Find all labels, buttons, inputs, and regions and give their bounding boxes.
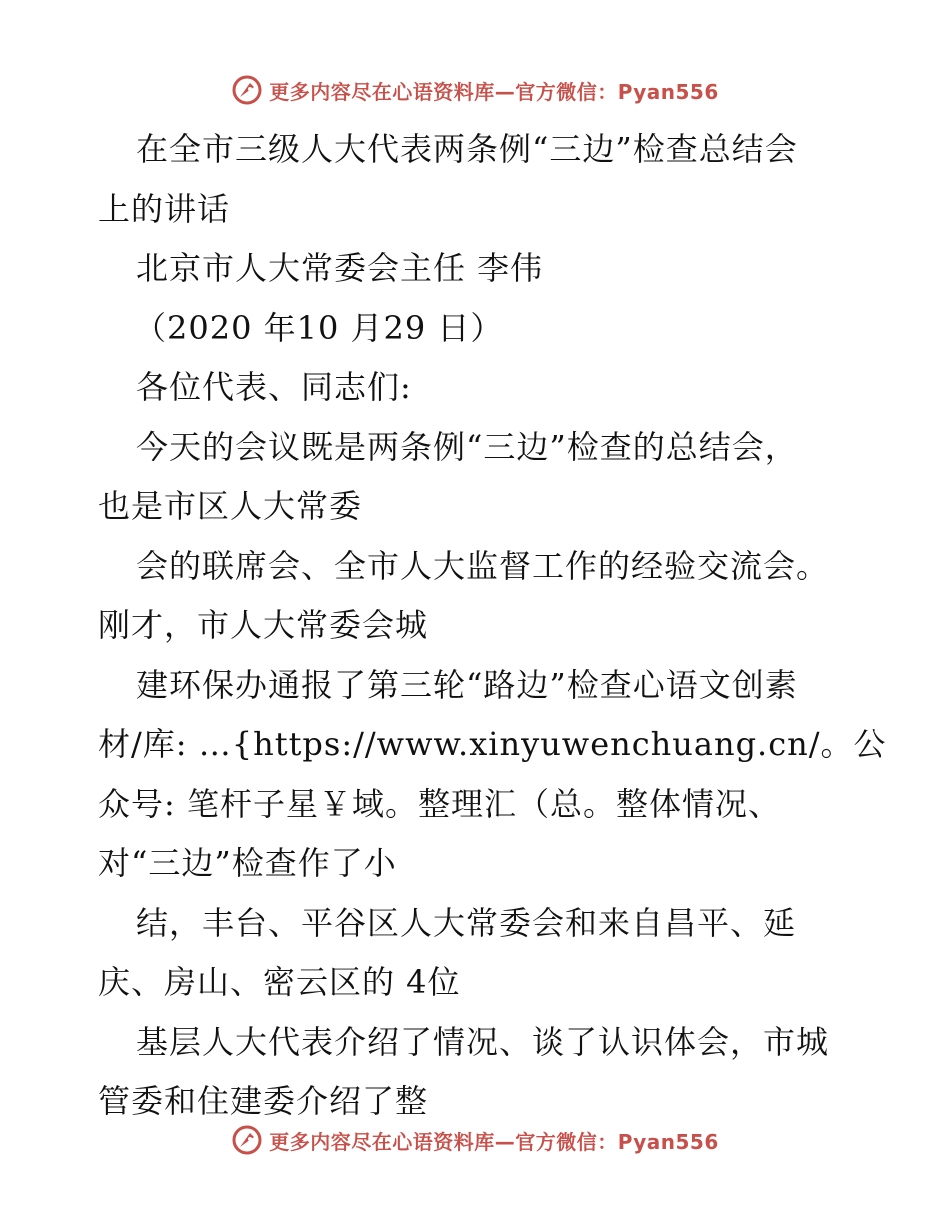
- text-line: 上的讲话: [98, 189, 231, 228]
- text-line: 结，丰台、平谷区人大常委会和来自昌平、延: [136, 903, 797, 942]
- header-watermark-text: 更多内容尽在心语资料库—官方微信：Pyan556: [269, 79, 719, 104]
- text-line: 会的联席会、全市人大监督工作的经验交流会。: [136, 546, 830, 585]
- footer-watermark-banner: [0, 1120, 950, 1160]
- header-watermark-banner: [0, 70, 950, 110]
- text-line: 对“三边”检查作了小: [98, 844, 397, 882]
- text-line: 众号: 笔杆子星￥域。整理汇（总。整体情况、: [98, 784, 781, 823]
- text-line: 今天的会议既是两条例“三边”检查的总结会，: [136, 427, 798, 466]
- text-line: 庆、房山、密云区的 4位: [98, 963, 461, 1001]
- text-line: 建环保办通报了第三轮“路边”检查心语文创素: [136, 665, 798, 704]
- pen-nib-circle-icon: [231, 1124, 263, 1156]
- pen-nib-circle-icon: [231, 74, 263, 106]
- text-line: 也是市区人大常委: [98, 487, 363, 525]
- footer-watermark-text: 更多内容尽在心语资料库—官方微信：Pyan556: [269, 1129, 719, 1154]
- text-line: 北京市人大常委会主任 李伟: [136, 249, 544, 287]
- text-line: 管委和住建委介绍了整: [98, 1082, 429, 1120]
- text-line: 各位代表、同志们:: [136, 368, 412, 406]
- document-body: [98, 120, 887, 1132]
- text-line: 基层人大代表介绍了情况、谈了认识体会，市城: [136, 1022, 830, 1061]
- text-line: 刚才，市人大常委会城: [98, 606, 429, 644]
- text-line: 在全市三级人大代表两条例“三边”检查总结会: [136, 130, 798, 168]
- text-line: （2020 年10 月29 日）: [134, 308, 504, 347]
- text-line: 材/库: …{https://www.xinyuwenchuang.cn/。公: [98, 725, 887, 763]
